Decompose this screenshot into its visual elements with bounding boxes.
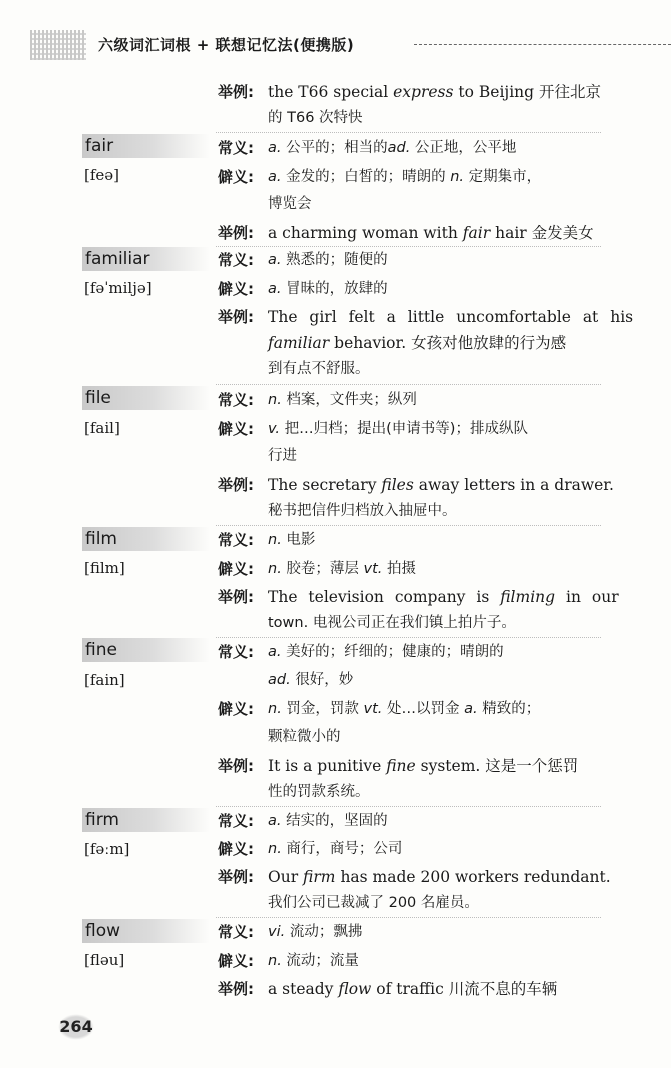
entry-divider	[216, 525, 601, 526]
book-title: 六级词汇词根 + 联想记忆法(便携版)	[98, 36, 355, 54]
phonetic-familiar: [fəˈmiljə]	[84, 279, 152, 297]
phonetic-fair: [feə]	[84, 166, 120, 184]
headword-fair: fair	[82, 134, 210, 158]
headword-fine: fine	[82, 638, 210, 662]
phonetic-film: [film]	[84, 559, 125, 577]
page-number: 264	[58, 1014, 94, 1040]
entry-divider	[216, 246, 601, 247]
example-label: 举例:	[218, 83, 254, 101]
headword-familiar: familiar	[82, 247, 210, 271]
phonetic-fine: [fain]	[84, 671, 125, 689]
page-header	[30, 30, 671, 62]
phonetic-flow: [fləu]	[84, 951, 125, 969]
headword-flow: flow	[82, 919, 210, 943]
headword-file: file	[82, 386, 210, 410]
entry-divider	[216, 384, 601, 385]
phonetic-firm: [fəːm]	[84, 840, 130, 858]
header-rule	[414, 44, 671, 45]
example-text: the T66 special express to Beijing 开往北京	[268, 83, 601, 101]
phonetic-file: [fail]	[84, 419, 120, 437]
headword-firm: firm	[82, 808, 210, 832]
entry-divider	[216, 637, 601, 638]
headword-film: film	[82, 527, 210, 551]
entry-divider	[216, 917, 601, 918]
header-decoration	[30, 30, 86, 60]
entry-divider	[216, 132, 601, 133]
entry-divider	[216, 806, 601, 807]
